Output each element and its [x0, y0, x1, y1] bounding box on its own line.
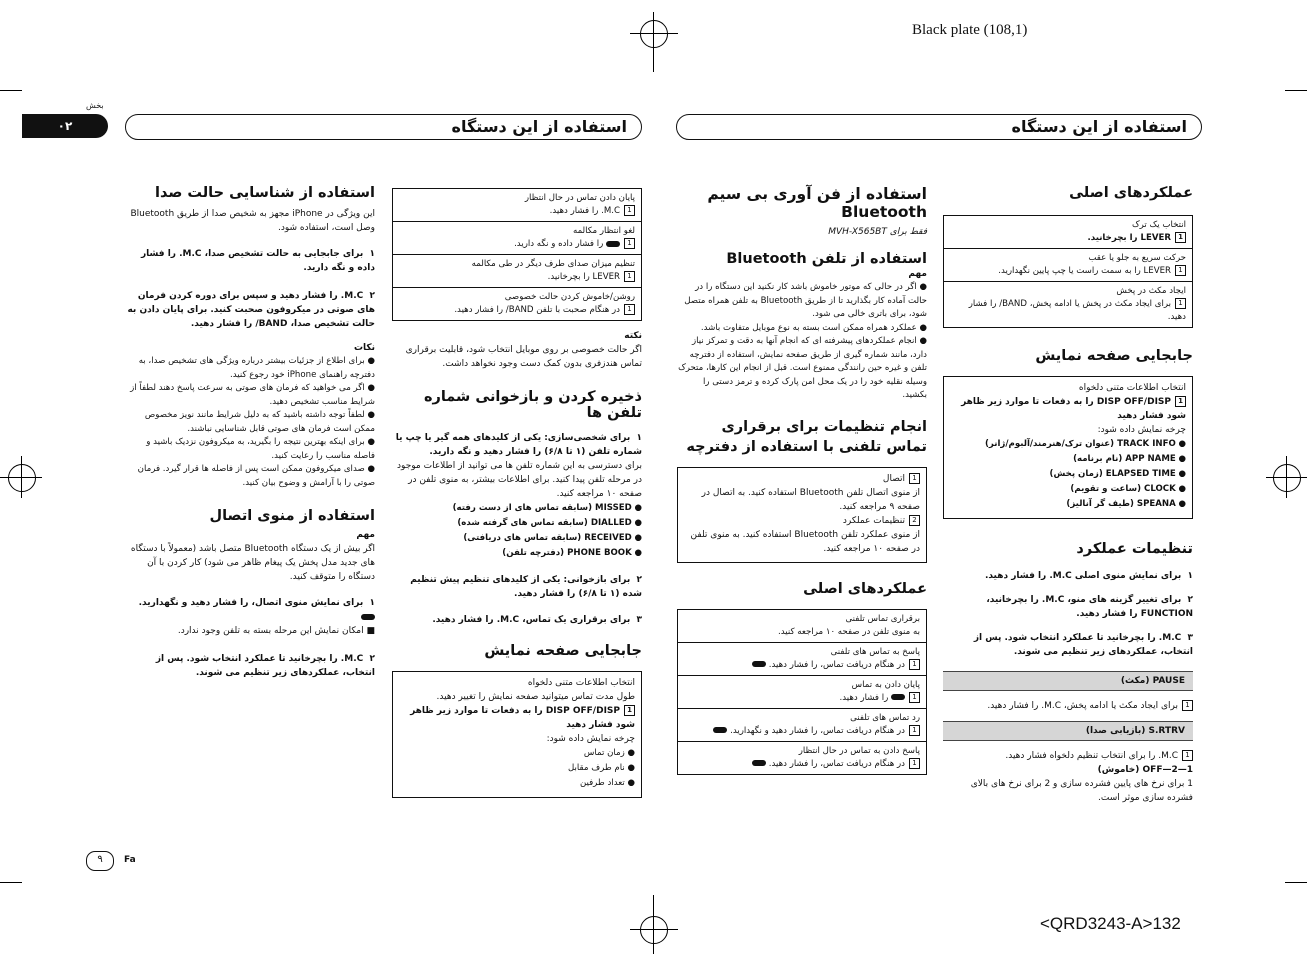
- display-switch-box: [943, 376, 1193, 519]
- column-3: [392, 188, 642, 798]
- voice-step-1: ۱ برای جابجایی به حالت تشخیص صدا، M.C. را فشار داده و نگه دارید.: [140, 249, 375, 273]
- conn-sub: ■ امکان نمایش این مرحله بسته به تلفن وجود ندارد.: [177, 626, 375, 636]
- display-switch-title: جابجایی صفحه نمایش: [1035, 348, 1193, 364]
- list-item: ● PHONE BOOK (دفترچه تلفن): [502, 548, 642, 558]
- setup-title: انجام تنظیمات برای برقراری تماس تلفنی با استفاده از دفترچه: [686, 418, 927, 455]
- trim-line-tr: [1285, 90, 1307, 91]
- important-label: مهم: [908, 269, 927, 279]
- connection-text: اگر بیش از یک دستگاه Bluetooth متصل باشد (معمولاً با دستگاه های جدید مدل پخش یک پیغام ظاهر می شود) کار کردن با آن دستگاه را متوقف کنید.: [130, 544, 375, 582]
- step-number: 1: [1175, 396, 1186, 407]
- note-text: اگر حالت خصوصی بر روی موبایل انتخاب شود، قابلیت برقراری تماس هندزفری بدون کمک دست وجود نخواهد داشت.: [405, 345, 642, 369]
- box-sub: چرخه نمایش داده شود:: [1097, 425, 1186, 435]
- store-step-detail: برای دسترسی به این شماره تلفن ها می توانید از اطلاعات موجود در مرحله تلفن پیدا کنید. برای اطلاعات بیشتر، به منوی تلفن در صفحه ۱۰ مراجعه کنید.: [397, 461, 642, 499]
- box-head: انتخاب اطلاعات متنی دلخواه: [1078, 383, 1186, 393]
- display-switch-box-2: انتخاب اطلاعات متنی دلخواه طول مدت تماس میتوانید صفحه نمایش را تغییر دهید. 1DISP OFF/DISP را به دفعات تا موارد زیر ظاهر شود فشار دهید چرخه نمایش داده شود: ● زمان تماس ● نام طرف مقابل ● تعداد طرفین: [392, 671, 642, 798]
- basic-functions-title: عملکردهای اصلی: [1069, 185, 1193, 201]
- table-row: تنظیم میزان صدای طرف دیگر در طی مکالمه 1LEVER را بچرخانید.: [393, 255, 641, 288]
- table-row: رد تماس های تلفنی 1در هنگام دریافت تماس، را فشار دهید و نگهدارید.: [678, 709, 926, 742]
- phone-icon: [361, 614, 375, 620]
- pause-header: PAUSE (مکث): [943, 671, 1193, 691]
- list-item: ● تعداد طرفین: [579, 778, 635, 788]
- list-item: ● DIALLED (سابقه تماس های گرفته شده): [457, 518, 642, 528]
- voice-step-2: ۲ M.C. را فشار دهید و سپس برای دوره کردن فرمان های صوتی در میکروفون صحبت کنید. برای پایان دادن به حالت تشخیص صدا، BAND/ را فشار دهید.: [127, 291, 375, 329]
- srtrv-text-3: 1 برای نرخ های پایین فشرده سازی و 2 برای نرخ های بالای فشرده سازی موثر است.: [970, 779, 1193, 803]
- notes-title: نکات: [353, 343, 375, 353]
- call-operations-table-2: [392, 188, 642, 321]
- conn-step-1: ۱ برای نمایش منوی اتصال، را فشار دهید و نگهدارید.: [125, 596, 375, 624]
- note-title: نکته: [624, 331, 642, 341]
- trim-line-br: [1285, 882, 1307, 883]
- phone-icon: [606, 241, 620, 247]
- list-item: ● ELAPSED TIME (زمان پخش): [1049, 469, 1186, 479]
- store-step-1: ۱ برای شخصی‌سازی: یکی از کلیدهای همه گیر یا چپ یا شماره تلفن (۱ تا ۶/۸) را فشار دهید و نگه دارید.: [395, 433, 642, 457]
- phone-icon: [713, 727, 727, 733]
- call-step: ۳ برای برقراری یک تماس، M.C. را فشار دهید.: [432, 615, 642, 625]
- list-item: ● TRACK INFO (عنوان ترک/هنرمند/آلبوم/ژانر): [984, 439, 1186, 449]
- list-item: ● انجام عملکردهای پیشرفته ای که انجام آنها به دقت و تمرکز نیاز دارد، مانند شماره گیری از طریق صفحه نمایش، استفاده از دفترچه تلفن و غیره حین رانندگی ممنوع است. قبل از انجام این کارها، متحرک وسیله نقلیه خود را در یک محل امن پارک کرده و ترمز دستی را بکشید.: [678, 336, 927, 400]
- registration-mark-bottom: [640, 916, 668, 944]
- header-title-right: استفاده از این دستگاه: [676, 114, 1202, 140]
- row-head: ایجاد مکث در پخش: [1116, 286, 1186, 296]
- table-row: [944, 282, 1192, 327]
- box-step: 1DISP OFF/DISP را به دفعات تا موارد زیر ظاهر شود فشار دهید: [410, 706, 635, 730]
- store-numbers-title: ذخیره کردن و بازخوانی شماره تلفن ها: [423, 389, 642, 421]
- settings-step-3: ۳ M.C. را بچرخانید تا عملکرد انتخاب شود. پس از انتخاب، عملکردهای زیر تنظیم می شوند.: [973, 633, 1193, 657]
- column-1: [943, 185, 1193, 805]
- row-head: حرکت سریع به جلو یا عقب: [1088, 253, 1186, 263]
- connect-row-desc: از منوی اتصال تلفن Bluetooth استفاده کنید. به اتصال در صفحه ۹ مراجعه کنید.: [701, 487, 920, 512]
- srtrv-text-1: 1M.C. را برای انتخاب تنظیم دلخواه فشار دهید.: [943, 749, 1193, 763]
- row-text: 1LEVER را به سمت راست یا چپ پایین نگهدارید.: [950, 265, 1186, 278]
- list-item: ● SPEANA (طیف گر آنالیز): [1066, 499, 1186, 509]
- phone-icon: [891, 694, 905, 700]
- connect-row-head: 2تنظیمات عملکرد: [684, 514, 920, 528]
- connect-row-head: 1اتصال: [684, 472, 920, 486]
- column-4: [125, 185, 375, 680]
- registration-mark-left: [8, 464, 36, 492]
- recall-step: ۲ برای بازخوانی: یکی از کلیدهای تنظیم پیش تنظیم شده (۱ تا ۶/۸) را فشار دهید.: [410, 575, 642, 599]
- row-text: 1برای ایجاد مکث در پخش یا ادامه پخش، BAND/ را فشار دهید.: [968, 299, 1186, 322]
- box-step: 1DISP OFF/DISP را به دفعات تا موارد زیر ظاهر شود فشار دهید: [961, 397, 1186, 421]
- table-row: روشن/خاموش کردن حالت خصوصی 1در هنگام صحبت با تلفن BAND/ را فشار دهید.: [454, 292, 635, 315]
- list-item: ● اگر می خواهید که فرمان های صوتی به سرعت پاسخ دهند لطفاً از شرایط مناسب تشخیص دهید.: [130, 383, 375, 407]
- table-row: پایان دادن تماس در حال انتظار 1M.C. را فشار دهید.: [393, 189, 641, 222]
- table-row: پاسخ دادن به تماس در حال انتظار 1در هنگام دریافت تماس، را فشار دهید.: [678, 742, 926, 774]
- trim-line-bl: [0, 882, 22, 883]
- srtrv-header: S.RTRV (بازیابی صدا): [943, 721, 1193, 741]
- settings-step-2: ۲ برای تغییر گزینه های منو، M.C. را بچرخانید، FUNCTION را فشار دهید.: [986, 595, 1193, 619]
- function-settings-title: تنظیمات عملکرد: [1076, 541, 1193, 557]
- trim-line-tl: [0, 90, 22, 91]
- srtrv-text-2: OFF—2—1 (خاموش): [1097, 765, 1193, 775]
- list-item: ● RECEIVED (سابقه تماس های دریافتی): [463, 533, 642, 543]
- connection-menu-title: استفاده از منوی اتصال: [209, 508, 375, 524]
- table-row: پاسخ به تماس های تلفنی 1در هنگام دریافت تماس، را فشار دهید.: [678, 643, 926, 676]
- table-row: [944, 249, 1192, 282]
- list-item: ● عملکرد همراه ممکن است بسته به نوع موبایل متفاوت باشد.: [700, 322, 927, 333]
- list-item: ● CLOCK (ساعت و تقویم): [1070, 484, 1186, 494]
- bluetooth-title: استفاده از فن آوری بی سیم Bluetooth: [707, 185, 927, 221]
- list-item: ● MISSED (سابقه تماس های از دست رفته): [452, 503, 642, 513]
- language-label: Fa: [124, 855, 136, 865]
- row-head: انتخاب یک ترک: [1131, 220, 1186, 230]
- step-number: 1: [1175, 265, 1186, 276]
- registration-mark-right: [1273, 464, 1301, 492]
- section-label: بخش: [86, 101, 104, 110]
- header-title-left: استفاده از این دستگاه: [125, 114, 642, 140]
- column-2: [677, 185, 927, 775]
- phone-icon: [752, 760, 766, 766]
- step-number: 1: [1175, 298, 1186, 309]
- list-item: ● APP NAME (نام برنامه): [1073, 454, 1186, 464]
- plate-label: Black plate (108,1): [912, 22, 1028, 38]
- connect-row-desc: از منوی عملکرد تلفن Bluetooth استفاده کنید. به منوی تلفن در صفحه ۱۰ مراجعه کنید.: [690, 529, 920, 554]
- connection-box: [677, 467, 927, 563]
- connection-important: مهم: [356, 530, 375, 540]
- table-row: [944, 216, 1192, 249]
- settings-step-1: ۱ برای نمایش منوی اصلی M.C. را فشار دهید.: [984, 571, 1193, 581]
- list-item: ● اگر در حالی که موتور خاموش باشد کار نکنید این دستگاه را در حالت آماده کار بگذارید تا از طریق Bluetooth به تلفن همراه متصل شود، برای باتری خالی می شود.: [684, 282, 927, 319]
- list-item: ● صدای میکروفون ممکن است پس از فاصله ها قرار گیرد. فرمان صوتی را با آرامش و وضوح بیان کنید.: [137, 464, 375, 488]
- conn-step-2: ۲ M.C. را بچرخانید تا عملکرد انتخاب شود. پس از انتخاب، عملکردهای زیر تنظیم می شوند.: [155, 654, 375, 678]
- table-row: برقراری تماس تلفنی به منوی تلفن در صفحه ۱۰ مراجعه کنید.: [678, 610, 926, 643]
- call-operations-table: [677, 609, 927, 775]
- document-code: <QRD3243-A>132: [1040, 914, 1181, 933]
- pause-text: 1برای ایجاد مکث یا ادامه پخش، M.C. را فشار دهید.: [943, 699, 1193, 713]
- table-row: لغو انتظار مکالمه 1 را فشار داده و نگه دارید.: [393, 222, 641, 255]
- bt-phone-title: استفاده از تلفن Bluetooth: [726, 251, 927, 267]
- section-number-tab: ۰۲: [22, 114, 108, 138]
- table-row: پایان دادن به تماس 1 را فشار دهید.: [678, 676, 926, 709]
- display-switch-title-2: جابجایی صفحه نمایش: [484, 643, 642, 659]
- row-text: 1LEVER را بچرخانید.: [950, 232, 1186, 245]
- registration-mark-top: [640, 20, 668, 48]
- list-item: ● برای اطلاع از جزئیات بیشتر درباره ویژگی های تشخیص صدا، به دفترچه راهنمای iPhone خود رجوع کنید.: [138, 356, 375, 380]
- model-note: فقط برای MVH-X565BT: [828, 227, 927, 237]
- list-item: ● زمان تماس: [583, 748, 635, 758]
- list-item: ● برای اینکه بهترین نتیجه را بگیرید، به میکروفون نزدیک باشید و فاصله مناسب را رعایت کنید.: [146, 437, 375, 461]
- voice-recognition-title: استفاده از شناسایی حالت صدا: [154, 185, 375, 201]
- box-sub-line: طول مدت تماس میتوانید صفحه نمایش را تغییر دهید.: [436, 692, 635, 702]
- page-number-text: ۹: [97, 854, 103, 865]
- list-item: ● نام طرف مقابل: [568, 763, 635, 773]
- list-item: ● لطفاً توجه داشته باشید که به دلیل شرایط مانند نویز مخصوص ممکن است فرمان های صوتی قابل شناسایی نباشند.: [144, 410, 375, 434]
- voice-intro: این ویژگی در iPhone مجهز به شخیص صدا از طریق Bluetooth وصل است، استفاده شود.: [130, 209, 375, 233]
- phone-icon: [752, 661, 766, 667]
- basic-functions-table: [943, 215, 1193, 328]
- basic-functions-title-2: عملکردهای اصلی: [803, 580, 927, 597]
- page-number: [86, 851, 114, 871]
- step-number: 1: [1175, 232, 1186, 243]
